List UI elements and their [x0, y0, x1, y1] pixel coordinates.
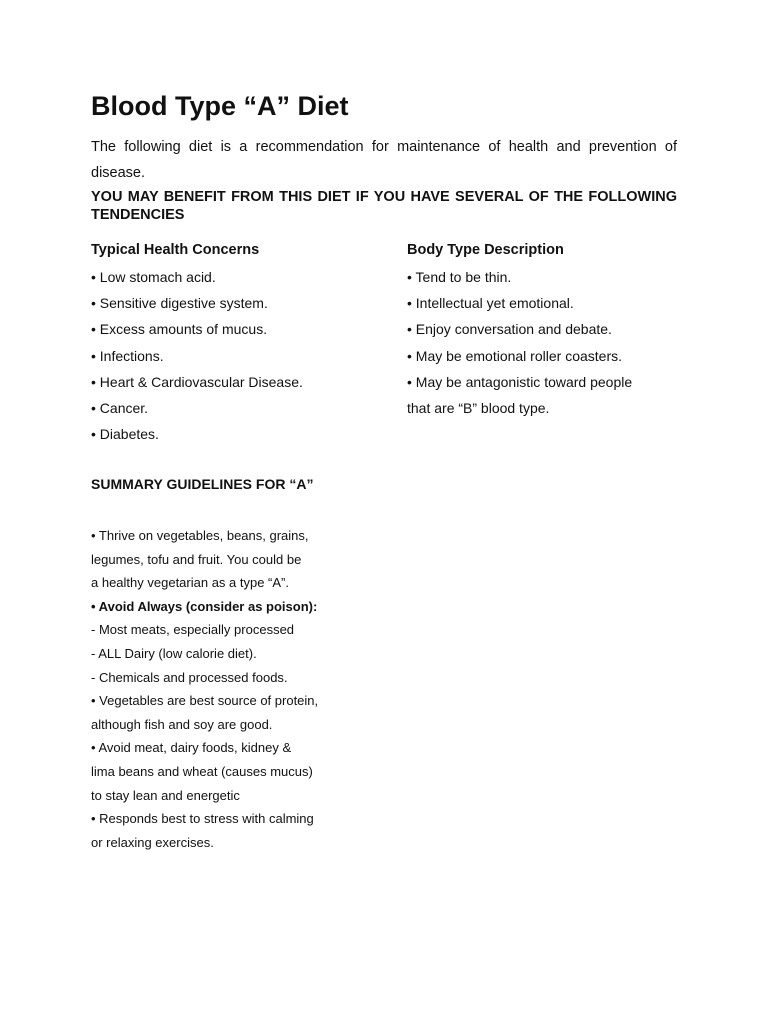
list-item: - Most meats, especially processed: [91, 622, 295, 638]
list-item: - Chemicals and processed foods.: [91, 669, 288, 685]
list-item: • May be emotional roller coasters.: [407, 347, 622, 364]
list-item: • Tend to be thin.: [407, 269, 512, 285]
summary-heading: SUMMARY GUIDELINES FOR “A”: [91, 476, 314, 492]
list-item: • Low stomach acid.: [91, 269, 216, 285]
list-item: • Heart & Cardiovascular Disease.: [91, 373, 303, 390]
list-item: • Vegetables are best source of protein,: [91, 693, 319, 709]
list-item: • Sensitive digestive system.: [91, 295, 268, 312]
document-page: [91, 0, 677, 1024]
list-item: • Avoid Always (consider as poison):: [91, 598, 318, 614]
health-concerns-column: [91, 240, 391, 445]
list-item: • Excess amounts of mucus.: [91, 321, 268, 338]
list-item: • Avoid meat, dairy foods, kidney &: [91, 740, 292, 756]
list-item: or relaxing exercises.: [91, 834, 214, 850]
list-item: • Enjoy conversation and debate.: [407, 321, 612, 338]
list-item: • May be antagonistic toward people: [407, 373, 633, 390]
body-type-list: [407, 264, 687, 421]
list-item: that are “B” blood type.: [407, 399, 550, 416]
body-type-column: [407, 240, 687, 419]
summary-guidelines-list: [91, 524, 318, 854]
health-concerns-list: [91, 264, 391, 447]
list-item: legumes, tofu and fruit. You could be: [91, 551, 302, 567]
list-item: to stay lean and energetic: [91, 787, 240, 803]
list-item: a healthy vegetarian as a type “A”.: [91, 575, 290, 591]
benefit-heading: YOU MAY BENEFIT FROM THIS DIET IF YOU HAVE SEVERAL OF THE FOLLOWING TENDENCIES: [91, 189, 677, 223]
list-item: • Intellectual yet emotional.: [407, 295, 574, 312]
list-item: • Responds best to stress with calming: [91, 811, 314, 827]
list-item: • Cancer.: [91, 399, 149, 416]
body-type-heading: Body Type Description: [407, 242, 564, 258]
intro-paragraph: The following diet is a recommendation for maintenance of health and prevention of disease.: [91, 139, 677, 181]
list-item: - ALL Dairy (low calorie diet).: [91, 645, 257, 661]
list-item: • Thrive on vegetables, beans, grains,: [91, 528, 309, 543]
list-item: lima beans and wheat (causes mucus): [91, 763, 313, 779]
document-title: Blood Type “A” Diet: [91, 91, 349, 121]
health-concerns-heading: Typical Health Concerns: [91, 242, 260, 258]
list-item: • Diabetes.: [91, 426, 159, 443]
list-item: • Infections.: [91, 347, 164, 364]
list-item: although fish and soy are good.: [91, 716, 273, 732]
